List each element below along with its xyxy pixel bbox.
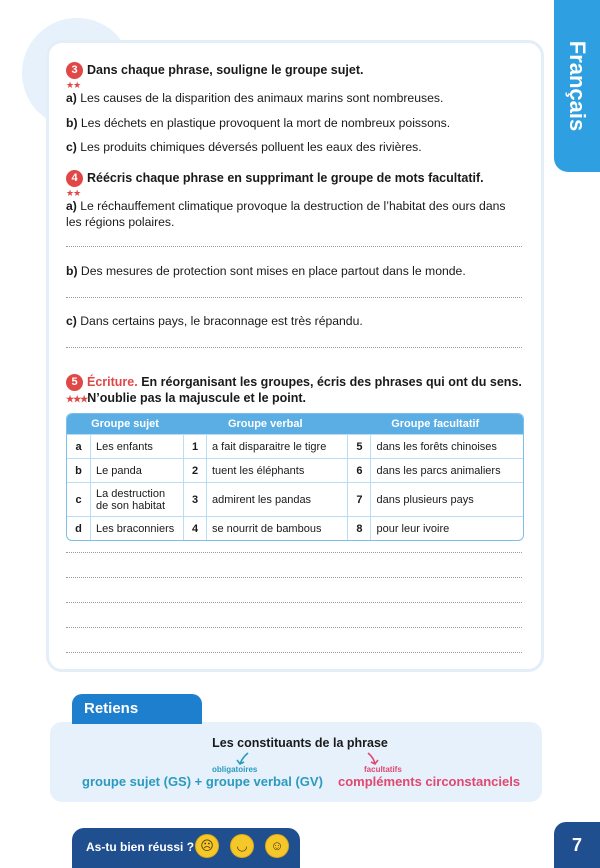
table-row	[67, 434, 523, 458]
subject-cell: Les braconniers	[91, 516, 183, 540]
exercise-4-number: 4	[66, 170, 83, 187]
exercise-4-instruction: Réécris chaque phrase en supprimant le groupe de mots facultatif.	[87, 170, 484, 185]
row-letter: a	[67, 434, 91, 458]
optional-groups: compléments circonstanciels	[338, 774, 521, 789]
arrow-right-icon	[366, 752, 380, 766]
optional-cell: dans les parcs animaliers	[371, 458, 523, 482]
answer-line[interactable]	[66, 297, 522, 298]
exercise-3-instruction: Dans chaque phrase, souligne le groupe sujet.	[87, 62, 364, 77]
verb-number: 1	[183, 434, 207, 458]
retiens-box	[50, 722, 542, 802]
exercise-3-item-b: b) Les déchets en plastique provoquent la mort de nombreux poissons.	[66, 116, 451, 130]
row-letter: c	[67, 482, 91, 516]
writing-line[interactable]	[66, 627, 522, 628]
header-verb: Groupe verbal	[183, 414, 347, 434]
subject-cell: La destruction de son habitat	[91, 482, 183, 516]
table-header-row	[67, 414, 523, 434]
exercise-5-instruction-2: N’oublie pas la majuscule et le point.	[87, 391, 307, 405]
groups-table	[66, 413, 524, 541]
exercise-3-number: 3	[66, 62, 83, 79]
writing-line[interactable]	[66, 577, 522, 578]
writing-line[interactable]	[66, 552, 522, 553]
verb-cell: tuent les éléphants	[207, 458, 347, 482]
self-check-label: As-tu bien réussi ?	[86, 840, 195, 854]
table-row	[67, 516, 523, 540]
verb-number: 4	[183, 516, 207, 540]
exercise-3-item-c: c) Les produits chimiques déversés polluent les eaux des rivières.	[66, 140, 422, 154]
exercise-4-item-b: b) Des mesures de protection sont mises en place partout dans le monde.	[66, 264, 466, 278]
exercise-5-label: Écriture.	[87, 374, 138, 389]
answer-line[interactable]	[66, 246, 522, 247]
sad-face-icon[interactable]: ☹	[195, 834, 219, 858]
row-letter: d	[67, 516, 91, 540]
table-row	[67, 482, 523, 516]
happy-face-icon[interactable]: ☺	[265, 834, 289, 858]
exercise-4-stars: ★★	[66, 188, 81, 198]
header-subject: Groupe sujet	[67, 414, 183, 434]
verb-number: 2	[183, 458, 207, 482]
subject-tab-label: Français	[565, 40, 590, 132]
optional-cell: dans les forêts chinoises	[371, 434, 523, 458]
answer-line[interactable]	[66, 347, 522, 348]
exercise-5-instruction-1: En réorganisant les groupes, écris des phrases qui ont du sens.	[141, 374, 522, 389]
mandatory-groups: groupe sujet (GS) + groupe verbal (GV)	[82, 774, 323, 789]
writing-line[interactable]	[66, 602, 522, 603]
optional-cell: dans plusieurs pays	[371, 482, 523, 516]
exercise-4-item-a: a) Le réchauffement climatique provoque la destruction de l’habitat des ours dans les régions polaires.	[66, 199, 506, 229]
subject-cell: Le panda	[91, 458, 183, 482]
exercise-5-heading	[66, 374, 522, 391]
exercise-5-heading-2	[66, 391, 306, 405]
exercise-5-number: 5	[66, 374, 83, 391]
optional-number: 8	[347, 516, 371, 540]
verb-cell: admirent les pandas	[207, 482, 347, 516]
verb-number: 3	[183, 482, 207, 516]
mandatory-label: obligatoires	[212, 765, 258, 774]
subject-tab	[554, 0, 600, 172]
neutral-face-icon[interactable]: ◡	[230, 834, 254, 858]
exercise-3-heading	[66, 62, 363, 79]
verb-cell: se nourrit de bambous	[207, 516, 347, 540]
arrow-left-icon	[236, 752, 250, 766]
header-optional: Groupe facultatif	[347, 414, 523, 434]
page-number: 7	[554, 822, 600, 868]
optional-number: 5	[347, 434, 371, 458]
subject-cell: Les enfants	[91, 434, 183, 458]
retiens-title: Les constituants de la phrase	[212, 736, 388, 750]
optional-label: facultatifs	[364, 765, 402, 774]
retiens-tab: Retiens	[72, 694, 202, 724]
exercise-3-item-a: a) Les causes de la disparition des animaux marins sont nombreuses.	[66, 91, 444, 105]
exercise-5-stars: ★★★	[66, 394, 88, 404]
exercise-4-item-c: c) Dans certains pays, le braconnage est très répandu.	[66, 314, 363, 328]
optional-number: 6	[347, 458, 371, 482]
writing-line[interactable]	[66, 652, 522, 653]
verb-cell: a fait disparaitre le tigre	[207, 434, 347, 458]
row-letter: b	[67, 458, 91, 482]
exercise-4-heading	[66, 170, 484, 187]
table-row	[67, 458, 523, 482]
optional-number: 7	[347, 482, 371, 516]
exercise-3-stars: ★★	[66, 80, 81, 90]
optional-cell: pour leur ivoire	[371, 516, 523, 540]
